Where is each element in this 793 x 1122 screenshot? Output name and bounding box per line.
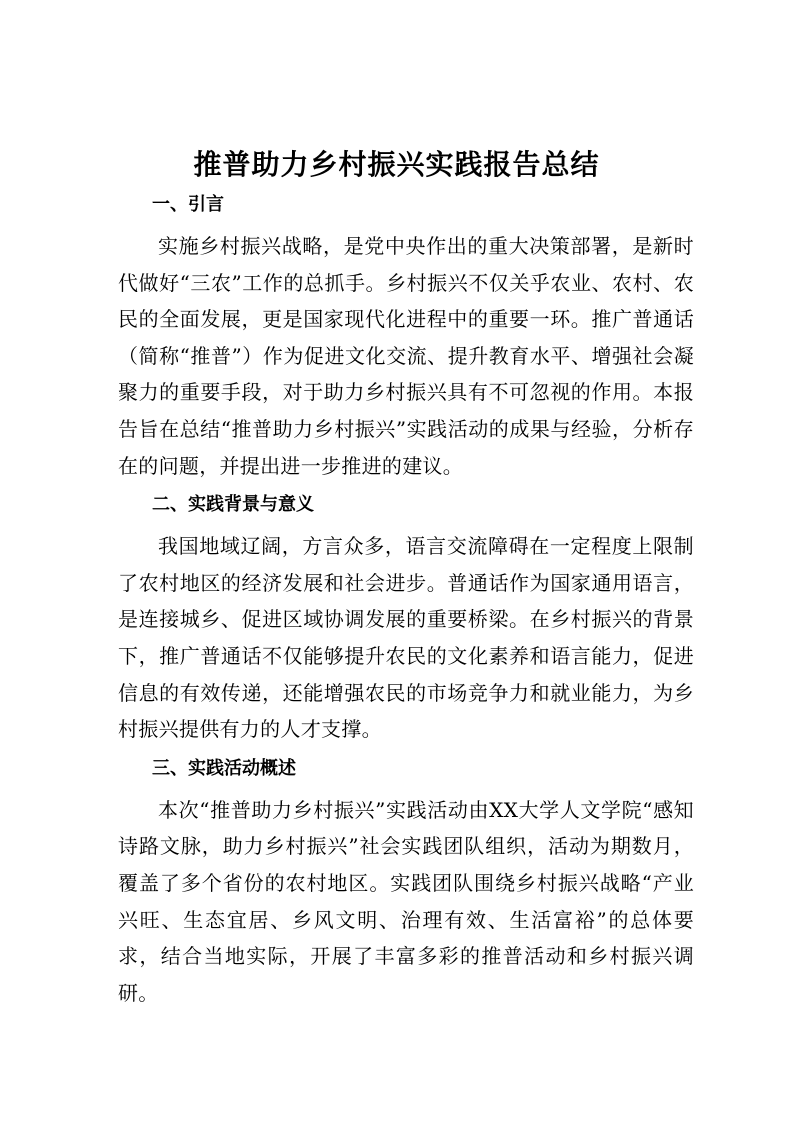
section-heading: 三、实践活动概述: [152, 757, 296, 779]
section-paragraph: 本次“推普助力乡村振兴”实践活动由XX大学人文学院“感知诗路文脉，助力乡村振兴”社会实践团队组织，活动为期数月，覆盖了多个省份的农村地区。实践团队围绕乡村振兴战略“产业兴旺、生态宜居、乡风文明、治理有效、生活富裕”的总体要求，结合当地实际，开展了丰富多彩的推普活动和乡村振兴调研。: [118, 797, 694, 1005]
section-background: [118, 486, 694, 748]
section-paragraph: 我国地域辽阔，方言众多，语言交流障碍在一定程度上限制了农村地区的经济发展和社会进步。普通话作为国家通用语言，是连接城乡、促进区域协调发展的重要桥梁。在乡村振兴的背景下，推广普通话不仅能够提升农民的文化素养和语言能力，促进信息的有效传递，还能增强农民的市场竞争力和就业能力，为乡村振兴提供有力的人才支撑。: [118, 534, 694, 742]
document-body: [118, 186, 694, 1011]
document-title: 推普助力乡村振兴实践报告总结: [193, 148, 600, 181]
section-overview: [118, 750, 694, 1012]
section-introduction: [118, 186, 694, 484]
section-paragraph: 实施乡村振兴战略，是党中央作出的重大决策部署，是新时代做好“三农”工作的总抓手。乡村振兴不仅关乎农业、农村、农民的全面发展，更是国家现代化进程中的重要一环。推广普通话（简称“推普”）作为促进文化交流、提升教育水平、增强社会凝聚力的重要手段，对于助力乡村振兴具有不可忽视的作用。本报告旨在总结“推普助力乡村振兴”实践活动的成果与经验，分析存在的问题，并提出进一步推进的建议。: [118, 234, 694, 478]
section-heading: 二、实践背景与意义: [152, 494, 314, 516]
section-heading: 一、引言: [152, 194, 224, 215]
